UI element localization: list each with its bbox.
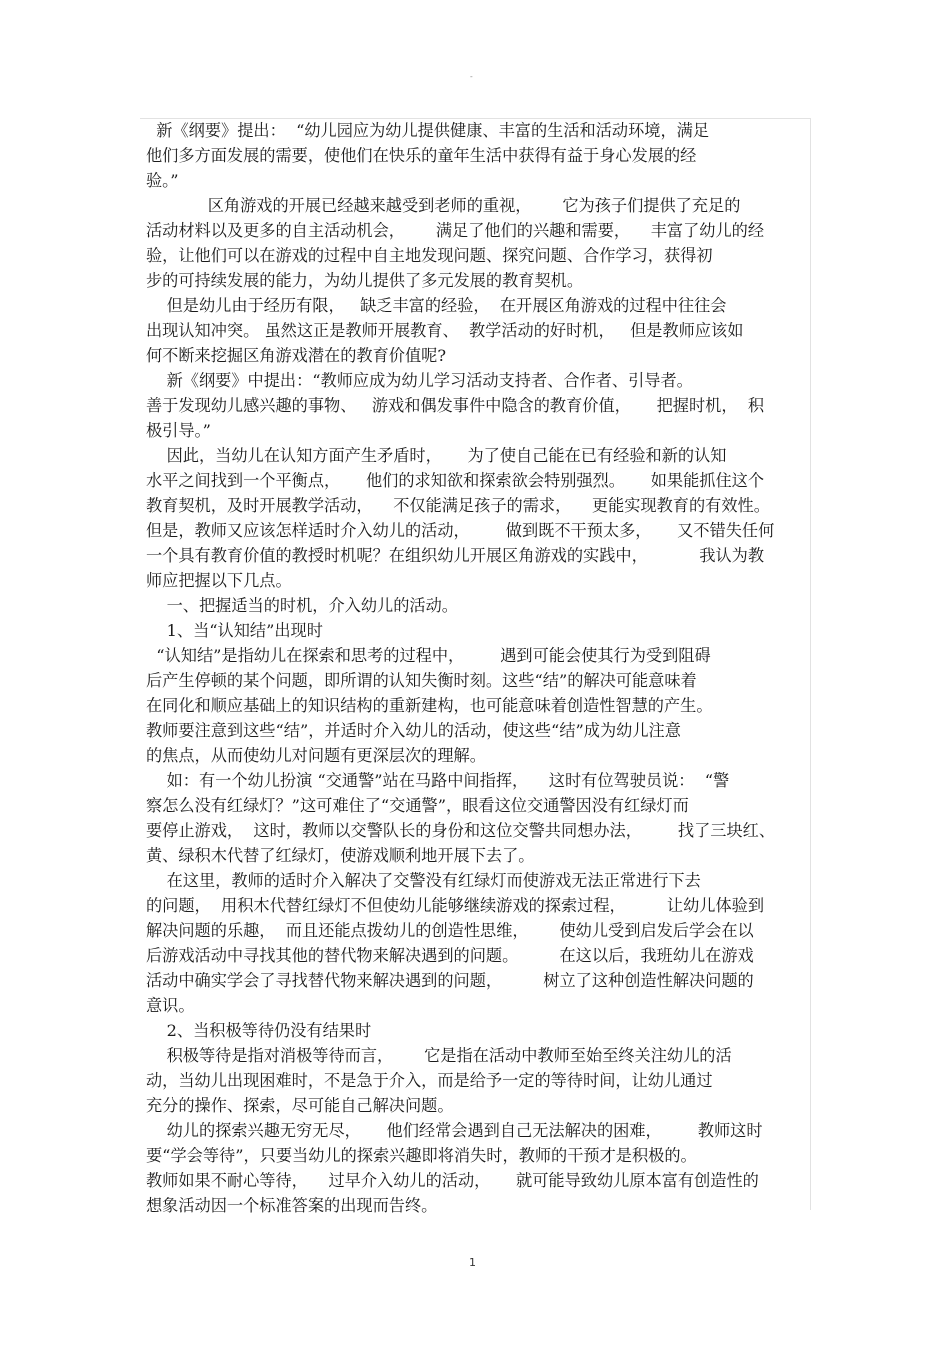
text-line: 一个具有教育价值的教授时机呢？在组织幼儿开展区角游戏的实践中， 我认为教 [146, 546, 765, 565]
text-line: 步的可持续发展的能力，为幼儿提供了多元发展的教育契机。 [146, 271, 584, 290]
text-line: 师应把握以下几点。 [146, 571, 292, 590]
text-line: 要停止游戏， 这时，教师以交警队长的身份和这位交警共同想办法， 找了三块红、 [146, 821, 776, 840]
text-line: 后产生停顿的某个问题，即所谓的认知失衡时刻。这些“结”的解决可能意味着 [146, 671, 697, 690]
page-frame-right-rule [810, 118, 811, 1210]
text-line: 积极等待是指对消极等待而言， 它是指在活动中教师至始至终关注幼儿的活 [146, 1046, 732, 1065]
text-line: 但是幼儿由于经历有限， 缺乏丰富的经验， 在开展区角游戏的过程中往往会 [146, 296, 727, 315]
text-line: 的焦点，从而使幼儿对问题有更深层次的理解。 [146, 746, 486, 765]
text-line: 区角游戏的开展已经越来越受到老师的重视， 它为孩子们提供了充足的 [146, 196, 741, 215]
text-line: 极引导。” [146, 421, 211, 440]
text-line: 幼儿的探索兴趣无穷无尽， 他们经常会遇到自己无法解决的困难， 教师这时 [146, 1121, 763, 1140]
text-line: 在这里，教师的适时介入解决了交警没有红绿灯而使游戏无法正常进行下去 [146, 871, 701, 890]
text-line: 意识。 [146, 996, 195, 1015]
text-line: 解决问题的乐趣， 而且还能点拨幼儿的创造性思维， 使幼儿受到启发后学会在以 [146, 921, 754, 940]
text-line: 善于发现幼儿感兴趣的事物、 游戏和偶发事件中隐含的教育价值， 把握时机， 积 [146, 396, 765, 415]
page-number: 1 [469, 1256, 476, 1269]
text-line: 教师要注意到这些“结”，并适时介入幼儿的活动，使这些“结”成为幼儿注意 [146, 721, 681, 740]
text-line: 在同化和顺应基础上的知识结构的重新建构，也可能意味着创造性智慧的产生。 [146, 696, 713, 715]
text-line: 后游戏活动中寻找其他的替代物来解决遇到的问题。 在这以后，我班幼儿在游戏 [146, 946, 754, 965]
text-line: 充分的操作、探索，尽可能自己解决问题。 [146, 1096, 454, 1115]
text-line: 如：有一个幼儿扮演 “交通警”站在马路中间指挥， 这时有位驾驶员说： “警 [146, 771, 730, 790]
text-line: 验，让他们可以在游戏的过程中自主地发现问题、探究问题、合作学习，获得初 [146, 246, 713, 265]
text-line: 活动中确实学会了寻找替代物来解决遇到的问题， 树立了这种创造性解决问题的 [146, 971, 754, 990]
text-line: 新《纲要》中提出：“教师应成为幼儿学习活动支持者、合作者、引导者。 [146, 371, 693, 390]
text-line: 何不断来挖掘区角游戏潜在的教育价值呢? [146, 346, 447, 365]
header-mark: - [470, 72, 473, 81]
text-line: 的问题， 用积木代替红绿灯不但使幼儿能够继续游戏的探索过程， 让幼儿体验到 [146, 896, 765, 915]
text-line: 他们多方面发展的需要，使他们在快乐的童年生活中获得有益于身心发展的经 [146, 146, 697, 165]
text-line: 黄、绿积木代替了红绿灯，使游戏顺利地开展下去了。 [146, 846, 535, 865]
text-line: 因此，当幼儿在认知方面产生矛盾时， 为了使自己能在已有经验和新的认知 [146, 446, 727, 465]
text-line: 验。” [146, 171, 179, 190]
document-body [146, 118, 810, 1218]
text-line: 教师如果不耐心等待， 过早介入幼儿的活动， 就可能导致幼儿原本富有创造性的 [146, 1171, 759, 1190]
text-line: 2、当积极等待仍没有结果时 [146, 1021, 372, 1040]
text-line: 新《纲要》提出： “幼儿园应为幼儿提供健康、丰富的生活和活动环境，满足 [146, 121, 710, 140]
text-line: 一、把握适当的时机，介入幼儿的活动。 [146, 596, 458, 615]
text-line: 教育契机，及时开展教学活动， 不仅能满足孩子的需求， 更能实现教育的有效性。 [146, 496, 770, 515]
text-line: 要“学会等待”，只要当幼儿的探索兴趣即将消失时，教师的干预才是积极的。 [146, 1146, 697, 1165]
text-line: 1、当“认知结”出现时 [146, 621, 323, 640]
text-line: “认知结”是指幼儿在探索和思考的过程中， 遇到可能会使其行为受到阻碍 [146, 646, 711, 665]
text-line: 察怎么没有红绿灯？”这可难住了“交通警”，眼看这位交通警因没有红绿灯而 [146, 796, 689, 815]
text-line: 动，当幼儿出现困难时，不是急于介入，而是给予一定的等待时间，让幼儿通过 [146, 1071, 713, 1090]
text-line: 出现认知冲突。 虽然这正是教师开展教育、 教学活动的好时机， 但是教师应该如 [146, 321, 744, 340]
text-line: 活动材料以及更多的自主活动机会， 满足了他们的兴趣和需要， 丰富了幼儿的经 [146, 221, 765, 240]
text-line: 想象活动因一个标准答案的出现而告终。 [146, 1196, 438, 1215]
text-line: 但是，教师又应该怎样适时介入幼儿的活动， 做到既不干预太多， 又不错失任何 [146, 521, 775, 540]
text-line: 水平之间找到一个平衡点， 他们的求知欲和探索欲会特别强烈。 如果能抓住这个 [146, 471, 765, 490]
